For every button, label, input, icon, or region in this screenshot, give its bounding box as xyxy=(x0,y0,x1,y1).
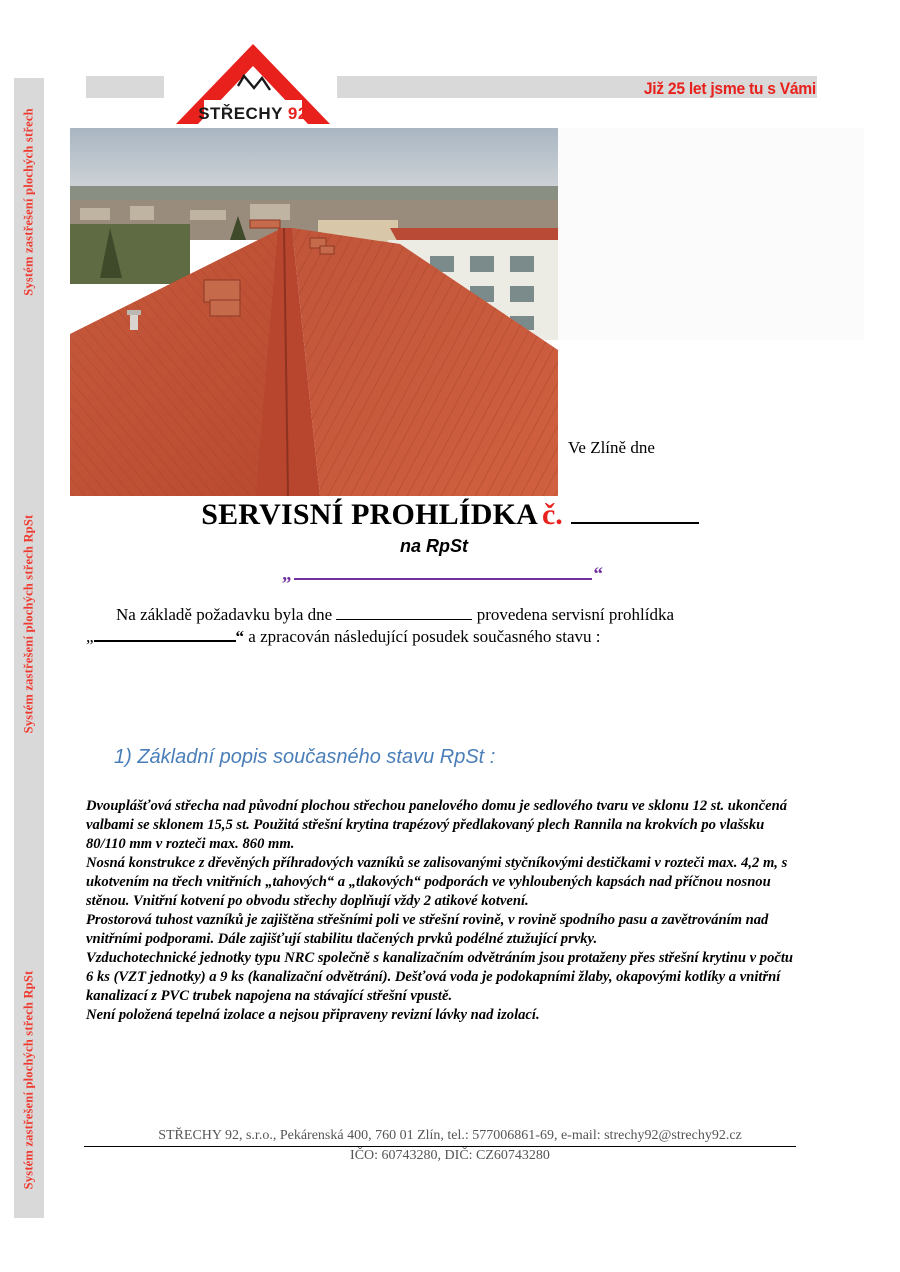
roof-photo xyxy=(70,128,558,496)
logo-number: 92 xyxy=(287,104,308,123)
intro-paragraph xyxy=(86,604,793,648)
close-quote: “ xyxy=(593,564,603,585)
slogan: Již 25 let jsme tu s Vámi xyxy=(643,79,816,98)
title-main: SERVISNÍ PROHLÍDKA xyxy=(201,498,538,531)
side-label-3: Systém zastřešení plochých střech RpSt xyxy=(21,970,36,1190)
logo-wordmark xyxy=(176,104,330,124)
body-paragraph-4: Vzduchotechnické jednotky typu NRC společně s kanalizačním odvětráním jsou protaženy přes střešní krytinu v počtu 6 ks (VZT jednotky) a 9 ks (kanalizační odvětrání). Dešťová voda je podokapními žlaby, okapovými kotlíky a vnitřní kanalizací z PVC trubek napojena na stávající střešní vpustě. xyxy=(86,950,794,1004)
intro-open-quote: „ xyxy=(86,627,94,646)
object-name-line xyxy=(282,560,603,586)
object-name-blank[interactable] xyxy=(294,560,592,580)
photo-side-area xyxy=(558,128,864,340)
title-number-label: č. xyxy=(541,498,563,531)
side-label-2: Systém zastřešení plochých střech RpSt xyxy=(21,514,36,734)
body-paragraph-2: Nosná konstrukce z dřevěných příhradových vazníků se zalisovanými styčníkovými destičkami v rozteči max. 4,2 m, s ukotvením na třech vnitřních „tahových“ a „tlakových“ podporách ve vyhloubených kapsách nad příčnou nosnou stěnou. Vnitřní kotvení po obvodu střechy doplňují vždy 2 atikové kotvení. xyxy=(86,855,788,909)
document-title xyxy=(0,498,900,532)
title-number-blank[interactable] xyxy=(571,498,699,524)
intro-text-1: Na základě požadavku byla dne xyxy=(116,605,333,624)
side-label-1: Systém zastřešení plochých střech xyxy=(21,108,36,296)
intro-close-quote: “ xyxy=(235,627,245,646)
body-paragraph-5: Není položená tepelná izolace a nejsou připraveny revizní lávky nad izolací. xyxy=(86,1007,540,1023)
client-blank[interactable] xyxy=(94,626,236,642)
section-body xyxy=(86,797,798,1025)
header-bar-left xyxy=(86,76,164,98)
document-subtitle: na RpSt xyxy=(400,536,469,556)
place-date: Ve Zlíně dne xyxy=(568,438,655,457)
section-heading: 1) Základní popis současného stavu RpSt : xyxy=(114,746,496,768)
intro-text-3: a zpracován následující posudek současného stavu : xyxy=(248,627,601,646)
date-blank[interactable] xyxy=(336,605,472,620)
logo-word: STŘECHY xyxy=(198,104,283,123)
body-paragraph-1: Dvouplášťová střecha nad původní plochou střechou panelového domu je sedlového tvaru ve sklonu 12 st. ukončená valbami se sklonem 15,5 st. Použitá střešní krytina trapézový předlakovaný plech Rannila na krokvích po vlašsku 80/110 mm v rozteči max. 860 mm. xyxy=(86,798,787,852)
footer-ids: IČO: 60743280, DIČ: CZ60743280 xyxy=(350,1148,550,1163)
footer-divider xyxy=(84,1146,796,1147)
body-paragraph-3: Prostorová tuhost vazníků je zajištěna střešními poli ve střešní rovině, v rovině spodního pasu a zavětrováním nad vnitřními podporami. Dále zajišťují stabilitu tlačených prvků podélné ztužující prvky. xyxy=(86,912,769,947)
open-quote: „ xyxy=(282,564,292,585)
intro-text-2: provedena servisní prohlídka xyxy=(476,605,675,624)
footer-address: STŘECHY 92, s.r.o., Pekárenská 400, 760 01 Zlín, tel.: 577006861-69, e-mail: strechy92@strechy92.cz xyxy=(158,1128,742,1143)
